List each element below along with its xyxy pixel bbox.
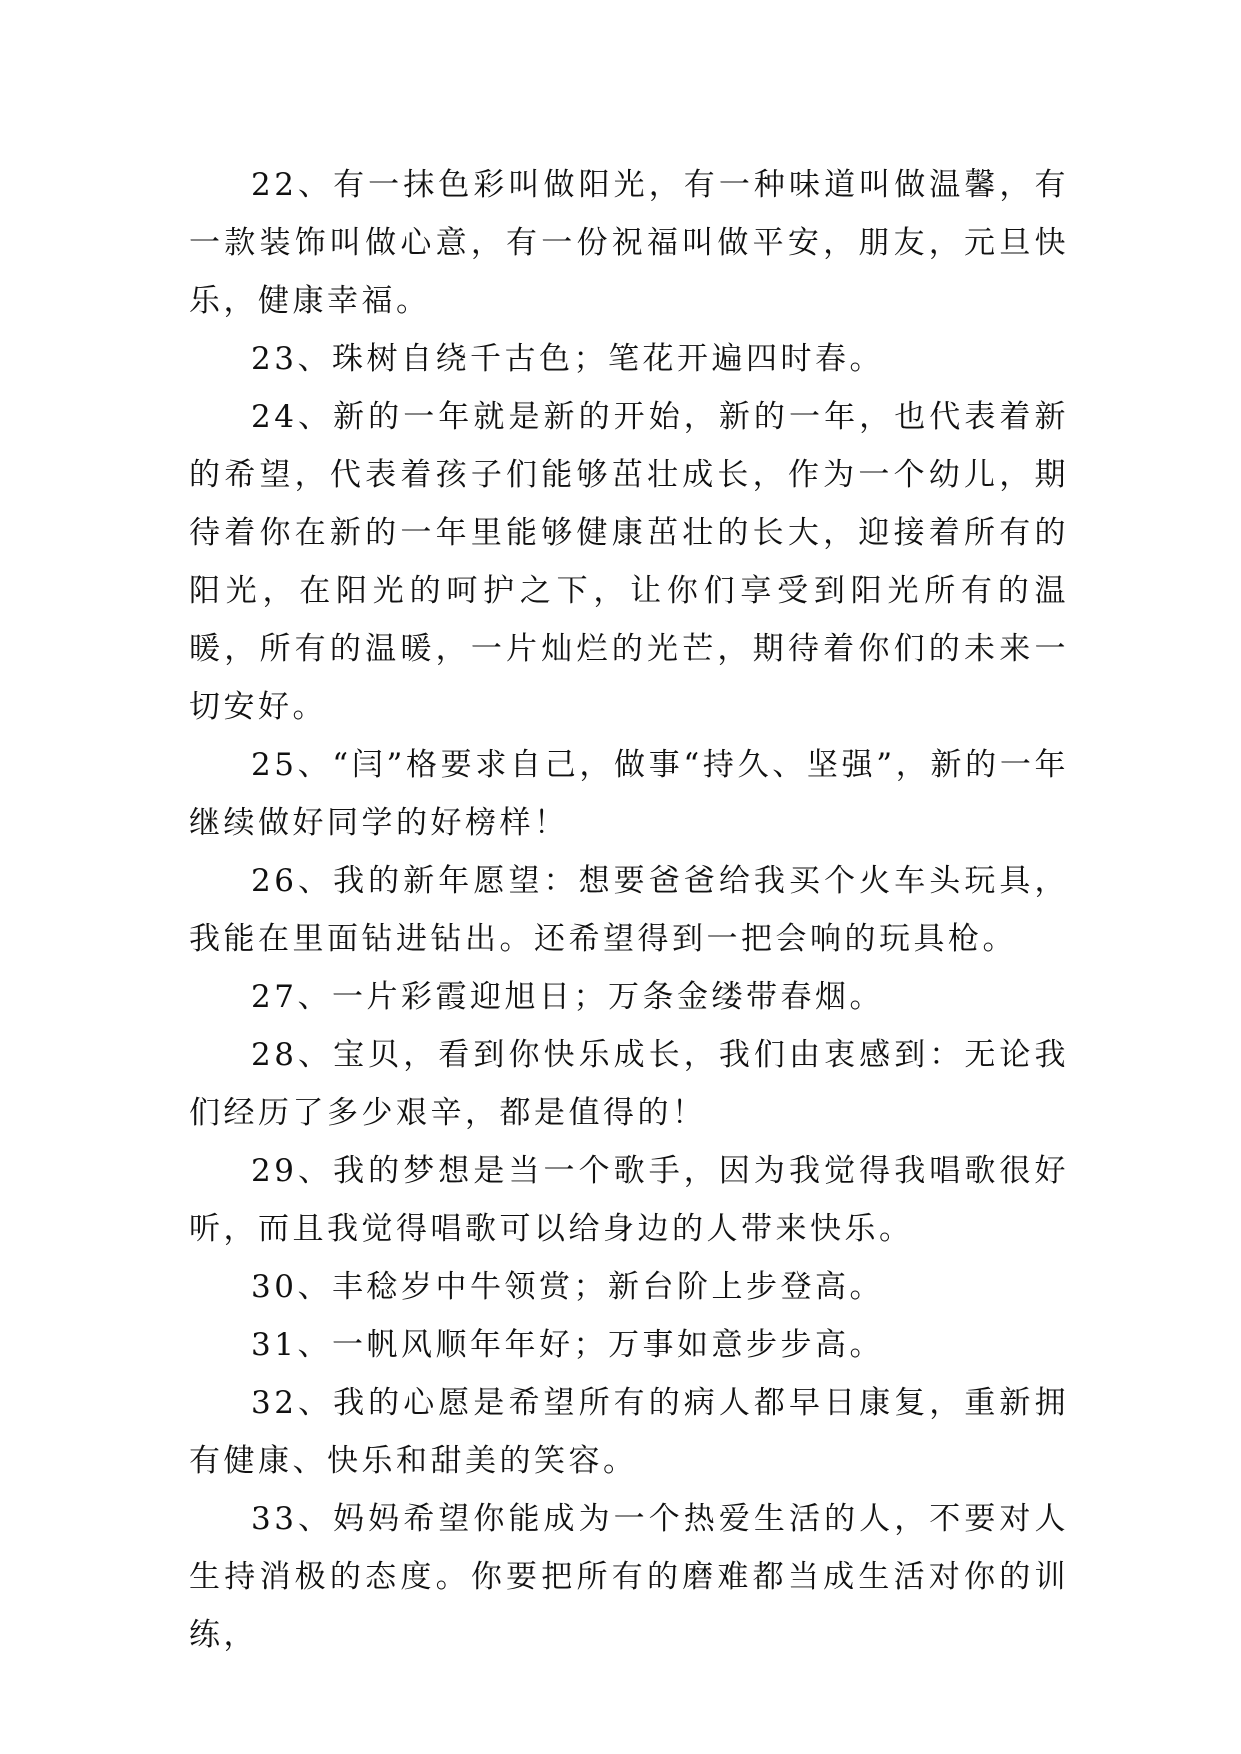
- paragraph-text: 24、新的一年就是新的开始，新的一年，也代表着新的希望，代表着孩子们能够茁壮成长，作为一个幼儿，期待着你在新的一年里能够健康茁壮的长大，迎接着所有的阳光，在阳光的呵护之下，让你们享受到阳光所有的温暖，所有的温暖，一片灿烂的光芒，期待着你们的未来一切安好。: [189, 399, 1069, 725]
- paragraph-28: [189, 1026, 1069, 1142]
- paragraph-33: [189, 1490, 1069, 1664]
- paragraph-23: [189, 330, 1069, 388]
- paragraph-32: [189, 1374, 1069, 1490]
- paragraph-29: [189, 1142, 1069, 1258]
- paragraph-22: [189, 156, 1069, 330]
- paragraph-text: 30、丰稔岁中牛领赏；新台阶上步登高。: [251, 1269, 884, 1305]
- paragraph-27: [189, 968, 1069, 1026]
- paragraph-text: 27、一片彩霞迎旭日；万条金缕带春烟。: [251, 979, 884, 1015]
- paragraph-26: [189, 852, 1069, 968]
- paragraph-text: 29、我的梦想是当一个歌手，因为我觉得我唱歌很好听，而且我觉得唱歌可以给身边的人带来快乐。: [189, 1153, 1069, 1247]
- paragraph-text: 22、有一抹色彩叫做阳光，有一种味道叫做温馨，有一款装饰叫做心意，有一份祝福叫做平安，朋友，元旦快乐，健康幸福。: [189, 167, 1069, 319]
- paragraph-text: 25、“闫”格要求自己，做事“持久、坚强”，新的一年继续做好同学的好榜样！: [189, 747, 1069, 841]
- paragraph-text: 26、我的新年愿望：想要爸爸给我买个火车头玩具，我能在里面钻进钻出。还希望得到一把会响的玩具枪。: [189, 863, 1069, 957]
- paragraph-text: 33、妈妈希望你能成为一个热爱生活的人，不要对人生持消极的态度。你要把所有的磨难都当成生活对你的训练，: [189, 1501, 1069, 1653]
- paragraph-31: [189, 1316, 1069, 1374]
- paragraph-30: [189, 1258, 1069, 1316]
- document-body: [189, 156, 1069, 1664]
- paragraph-text: 28、宝贝，看到你快乐成长，我们由衷感到：无论我们经历了多少艰辛，都是值得的！: [189, 1037, 1069, 1131]
- paragraph-text: 31、一帆风顺年年好；万事如意步步高。: [251, 1327, 884, 1363]
- paragraph-24: [189, 388, 1069, 736]
- paragraph-text: 32、我的心愿是希望所有的病人都早日康复，重新拥有健康、快乐和甜美的笑容。: [189, 1385, 1069, 1479]
- paragraph-text: 23、珠树自绕千古色；笔花开遍四时春。: [251, 341, 884, 377]
- paragraph-25: [189, 736, 1069, 852]
